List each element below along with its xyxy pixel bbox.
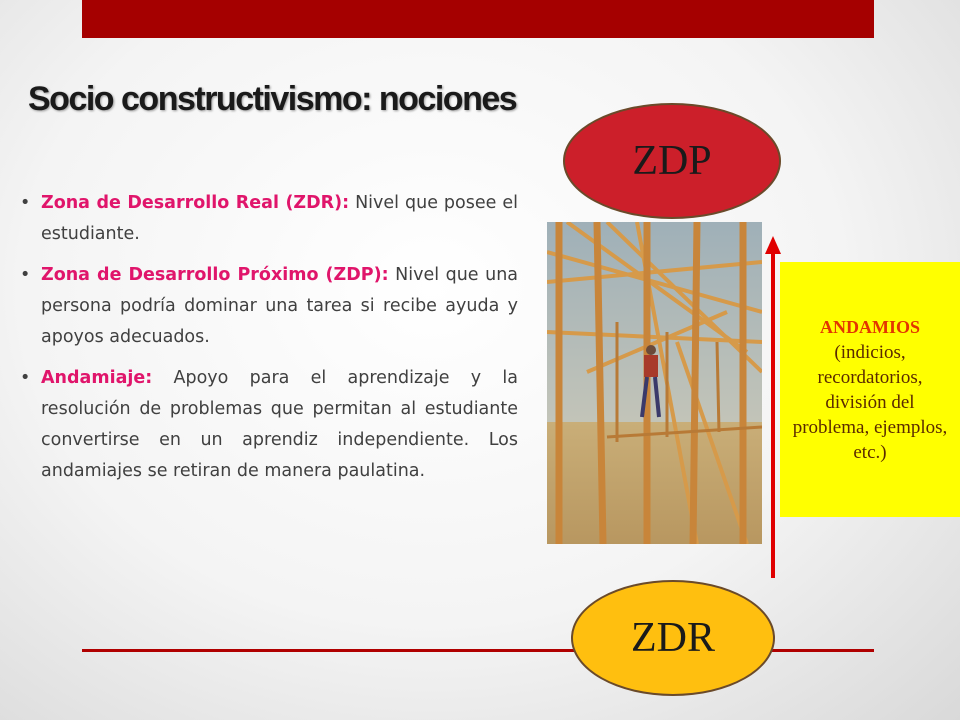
- bullet-text: Nivel que una persona podría dominar una tarea si recibe ayuda y apoyos adecuados.: [41, 265, 519, 347]
- bullet-text: Apoyo para el aprendizaje y la resolución de problemas que permitan al estudiante convertirse en un aprendiz independiente. Los andamiajes se retiran de manera paulatina.: [41, 368, 518, 481]
- top-accent-bar: [82, 0, 874, 38]
- bullet-term: Zona de Desarrollo Real (ZDR):: [41, 193, 350, 213]
- up-arrow-icon: [765, 236, 781, 580]
- zdp-oval: [563, 103, 781, 219]
- bullet-andamiaje: [20, 363, 518, 487]
- bullet-term: Zona de Desarrollo Próximo (ZDP):: [41, 265, 389, 285]
- photo-illustration: [547, 222, 762, 544]
- house-framing-photo: [547, 222, 762, 544]
- zdp-label: ZDP: [632, 138, 712, 184]
- slide-title: Socio constructivismo: nociones: [28, 80, 517, 118]
- bullet-list: [20, 188, 518, 497]
- andamios-box: [780, 262, 960, 517]
- andamios-text: (indicios, recordatorios, división del problema, ejemplos, etc.): [792, 341, 948, 463]
- bullet-zdr: [20, 188, 518, 250]
- bullet-zdp: [20, 260, 518, 353]
- zdr-oval: [571, 580, 775, 696]
- zdr-label: ZDR: [631, 615, 715, 661]
- bullet-text: Nivel que posee el estudiante.: [41, 193, 518, 244]
- bullet-term: Andamiaje:: [41, 368, 153, 388]
- andamios-heading: ANDAMIOS: [819, 316, 920, 337]
